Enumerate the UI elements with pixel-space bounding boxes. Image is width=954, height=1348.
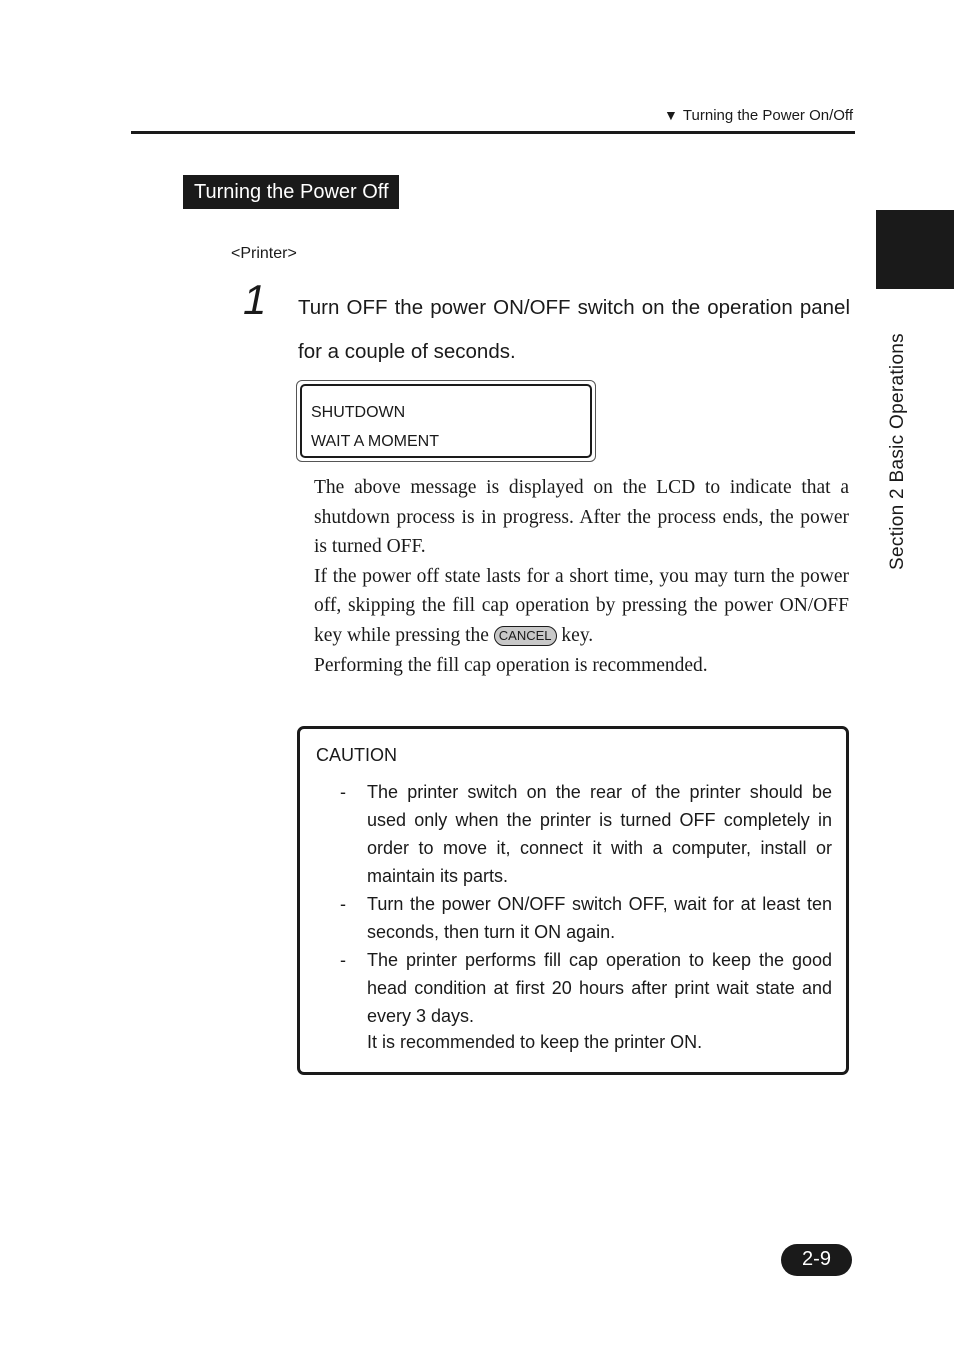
- caution-title: CAUTION: [316, 745, 397, 765]
- section-side-label: Section 2 Basic Operations: [887, 333, 908, 570]
- running-header-title: Turning the Power On/Off: [682, 107, 853, 124]
- page-number: 2-9: [781, 1244, 852, 1276]
- running-header: [664, 107, 853, 124]
- down-triangle-icon: ▼: [664, 107, 678, 123]
- section-tab: [876, 210, 954, 289]
- body-paragraph-3: Performing the fill cap operation is recommended.: [314, 654, 708, 676]
- caution-box: [297, 726, 849, 1075]
- device-tag: <Printer>: [231, 245, 297, 262]
- lcd-line-2: WAIT A MOMENT: [311, 433, 440, 450]
- cancel-key-icon: CANCEL: [494, 626, 557, 646]
- caution-dash: -: [340, 950, 346, 970]
- body-paragraph-2-start: If the power off state lasts for a short time, you may turn the power off, skipping the fill cap operation by pressing the power ON/OFF key while pressing the: [314, 565, 849, 646]
- caution-dash: -: [340, 894, 346, 914]
- lcd-screen: [300, 384, 592, 458]
- body-text: [314, 473, 849, 680]
- step-number: 1: [243, 276, 267, 323]
- caution-list: [300, 778, 846, 1030]
- caution-item-text: Turn the power ON/OFF switch OFF, wait for at least ten seconds, then turn it ON again.: [367, 894, 832, 942]
- caution-dash: -: [340, 782, 346, 802]
- caution-note: It is recommended to keep the printer ON.: [367, 1032, 703, 1052]
- header-rule: [131, 131, 855, 134]
- body-paragraph-2-end: key.: [556, 624, 594, 646]
- caution-item-text: The printer switch on the rear of the printer should be used only when the printer is turned OFF completely in order to move it, connect it with a computer, install or maintain its parts.: [367, 782, 832, 886]
- body-paragraph-1: The above message is displayed on the LCD to indicate that a shutdown process is in progress. After the process ends, the power is turned OFF.: [314, 477, 849, 558]
- caution-item: [300, 778, 846, 890]
- caution-item: [300, 946, 846, 1030]
- body-paragraph-2: [314, 562, 849, 651]
- lcd-display: [296, 380, 596, 462]
- caution-item-text: The printer performs fill cap operation to keep the good head condition at first 20 hours after print wait state and every 3 days.: [367, 950, 832, 1026]
- step-instruction: Turn OFF the power ON/OFF switch on the operation panel for a couple of seconds.: [298, 296, 850, 363]
- caution-item: [300, 890, 846, 946]
- section-heading: Turning the Power Off: [183, 175, 399, 209]
- lcd-line-1: SHUTDOWN: [311, 404, 406, 421]
